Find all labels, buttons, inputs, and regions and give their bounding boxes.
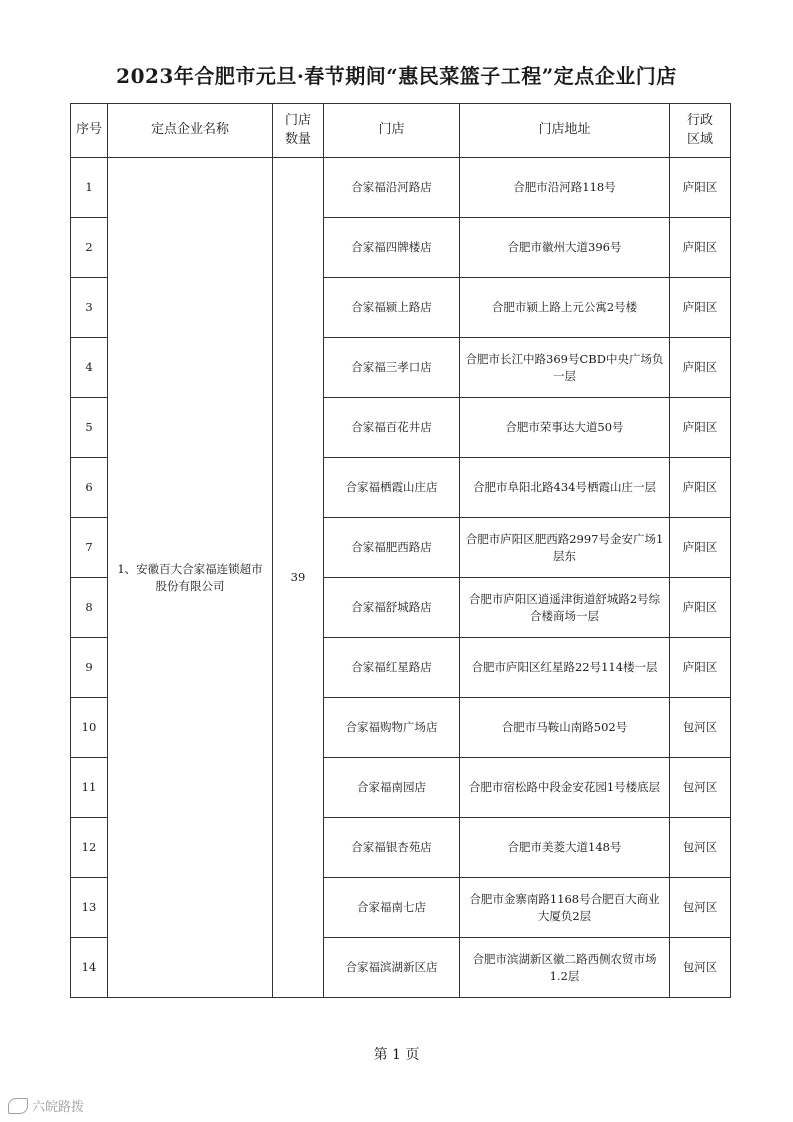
store-address: 合肥市美菱大道148号 xyxy=(460,818,670,878)
store-address: 合肥市金寨南路1168号合肥百大商业大厦负2层 xyxy=(460,878,670,938)
row-index: 4 xyxy=(71,338,108,398)
store-address: 合肥市徽州大道396号 xyxy=(460,218,670,278)
store-district: 庐阳区 xyxy=(670,458,731,518)
store-address: 合肥市庐阳区红星路22号114楼一层 xyxy=(460,638,670,698)
row-index: 8 xyxy=(71,578,108,638)
store-district: 包河区 xyxy=(670,758,731,818)
store-address: 合肥市长江中路369号CBD中央广场负一层 xyxy=(460,338,670,398)
store-name: 合家福沿河路店 xyxy=(324,158,460,218)
row-index: 1 xyxy=(71,158,108,218)
header-address: 门店地址 xyxy=(460,104,670,158)
store-district: 庐阳区 xyxy=(670,578,731,638)
row-index: 12 xyxy=(71,818,108,878)
store-district: 包河区 xyxy=(670,938,731,998)
store-name: 合家福颍上路店 xyxy=(324,278,460,338)
store-district: 庐阳区 xyxy=(670,218,731,278)
header-company: 定点企业名称 xyxy=(108,104,273,158)
store-district: 包河区 xyxy=(670,818,731,878)
store-name: 合家福滨湖新区店 xyxy=(324,938,460,998)
page-number: 第 1 页 xyxy=(373,1047,420,1063)
brand-logo-icon xyxy=(8,1098,28,1114)
store-district: 包河区 xyxy=(670,878,731,938)
store-district: 庐阳区 xyxy=(670,518,731,578)
store-address: 合肥市荣事达大道50号 xyxy=(460,398,670,458)
store-district: 庐阳区 xyxy=(670,278,731,338)
store-address: 合肥市宿松路中段金安花园1号楼底层 xyxy=(460,758,670,818)
store-name: 合家福肥西路店 xyxy=(324,518,460,578)
header-count: 门店 数量 xyxy=(273,104,324,158)
store-name: 合家福银杏苑店 xyxy=(324,818,460,878)
store-address: 合肥市阜阳北路434号栖霞山庄一层 xyxy=(460,458,670,518)
store-address: 合肥市庐阳区逍遥津街道舒城路2号综合楼商场一层 xyxy=(460,578,670,638)
store-name: 合家福舒城路店 xyxy=(324,578,460,638)
row-index: 14 xyxy=(71,938,108,998)
store-district: 庐阳区 xyxy=(670,638,731,698)
row-index: 5 xyxy=(71,398,108,458)
watermark xyxy=(8,1096,84,1115)
store-name: 合家福栖霞山庄店 xyxy=(324,458,460,518)
header-index: 序号 xyxy=(71,104,108,158)
store-district: 庐阳区 xyxy=(670,158,731,218)
company-name: 1、安徽百大合家福连锁超市股份有限公司 xyxy=(108,158,273,998)
store-name: 合家福南七店 xyxy=(324,878,460,938)
store-address: 合肥市沿河路118号 xyxy=(460,158,670,218)
store-table xyxy=(70,103,731,998)
row-index: 2 xyxy=(71,218,108,278)
store-name: 合家福红星路店 xyxy=(324,638,460,698)
row-index: 9 xyxy=(71,638,108,698)
store-name: 合家福南园店 xyxy=(324,758,460,818)
page-title: 2023年合肥市元旦·春节期间“惠民菜篮子工程”定点企业门店 xyxy=(116,64,677,88)
store-address: 合肥市颍上路上元公寓2号楼 xyxy=(460,278,670,338)
row-index: 10 xyxy=(71,698,108,758)
store-district: 包河区 xyxy=(670,698,731,758)
store-name: 合家福三孝口店 xyxy=(324,338,460,398)
row-index: 6 xyxy=(71,458,108,518)
store-district: 庐阳区 xyxy=(670,338,731,398)
watermark-text: 六皖路拨 xyxy=(32,1100,85,1115)
store-address: 合肥市庐阳区肥西路2997号金安广场1层东 xyxy=(460,518,670,578)
store-address: 合肥市滨湖新区徽二路西侧农贸市场1.2层 xyxy=(460,938,670,998)
store-name: 合家福购物广场店 xyxy=(324,698,460,758)
row-index: 3 xyxy=(71,278,108,338)
header-district: 行政 区域 xyxy=(670,104,731,158)
store-address: 合肥市马鞍山南路502号 xyxy=(460,698,670,758)
store-name: 合家福百花井店 xyxy=(324,398,460,458)
header-store: 门店 xyxy=(324,104,460,158)
store-name: 合家福四牌楼店 xyxy=(324,218,460,278)
row-index: 13 xyxy=(71,878,108,938)
row-index: 11 xyxy=(71,758,108,818)
store-count: 39 xyxy=(273,158,324,998)
store-district: 庐阳区 xyxy=(670,398,731,458)
row-index: 7 xyxy=(71,518,108,578)
table-row xyxy=(71,158,731,218)
table-header-row xyxy=(71,104,731,158)
